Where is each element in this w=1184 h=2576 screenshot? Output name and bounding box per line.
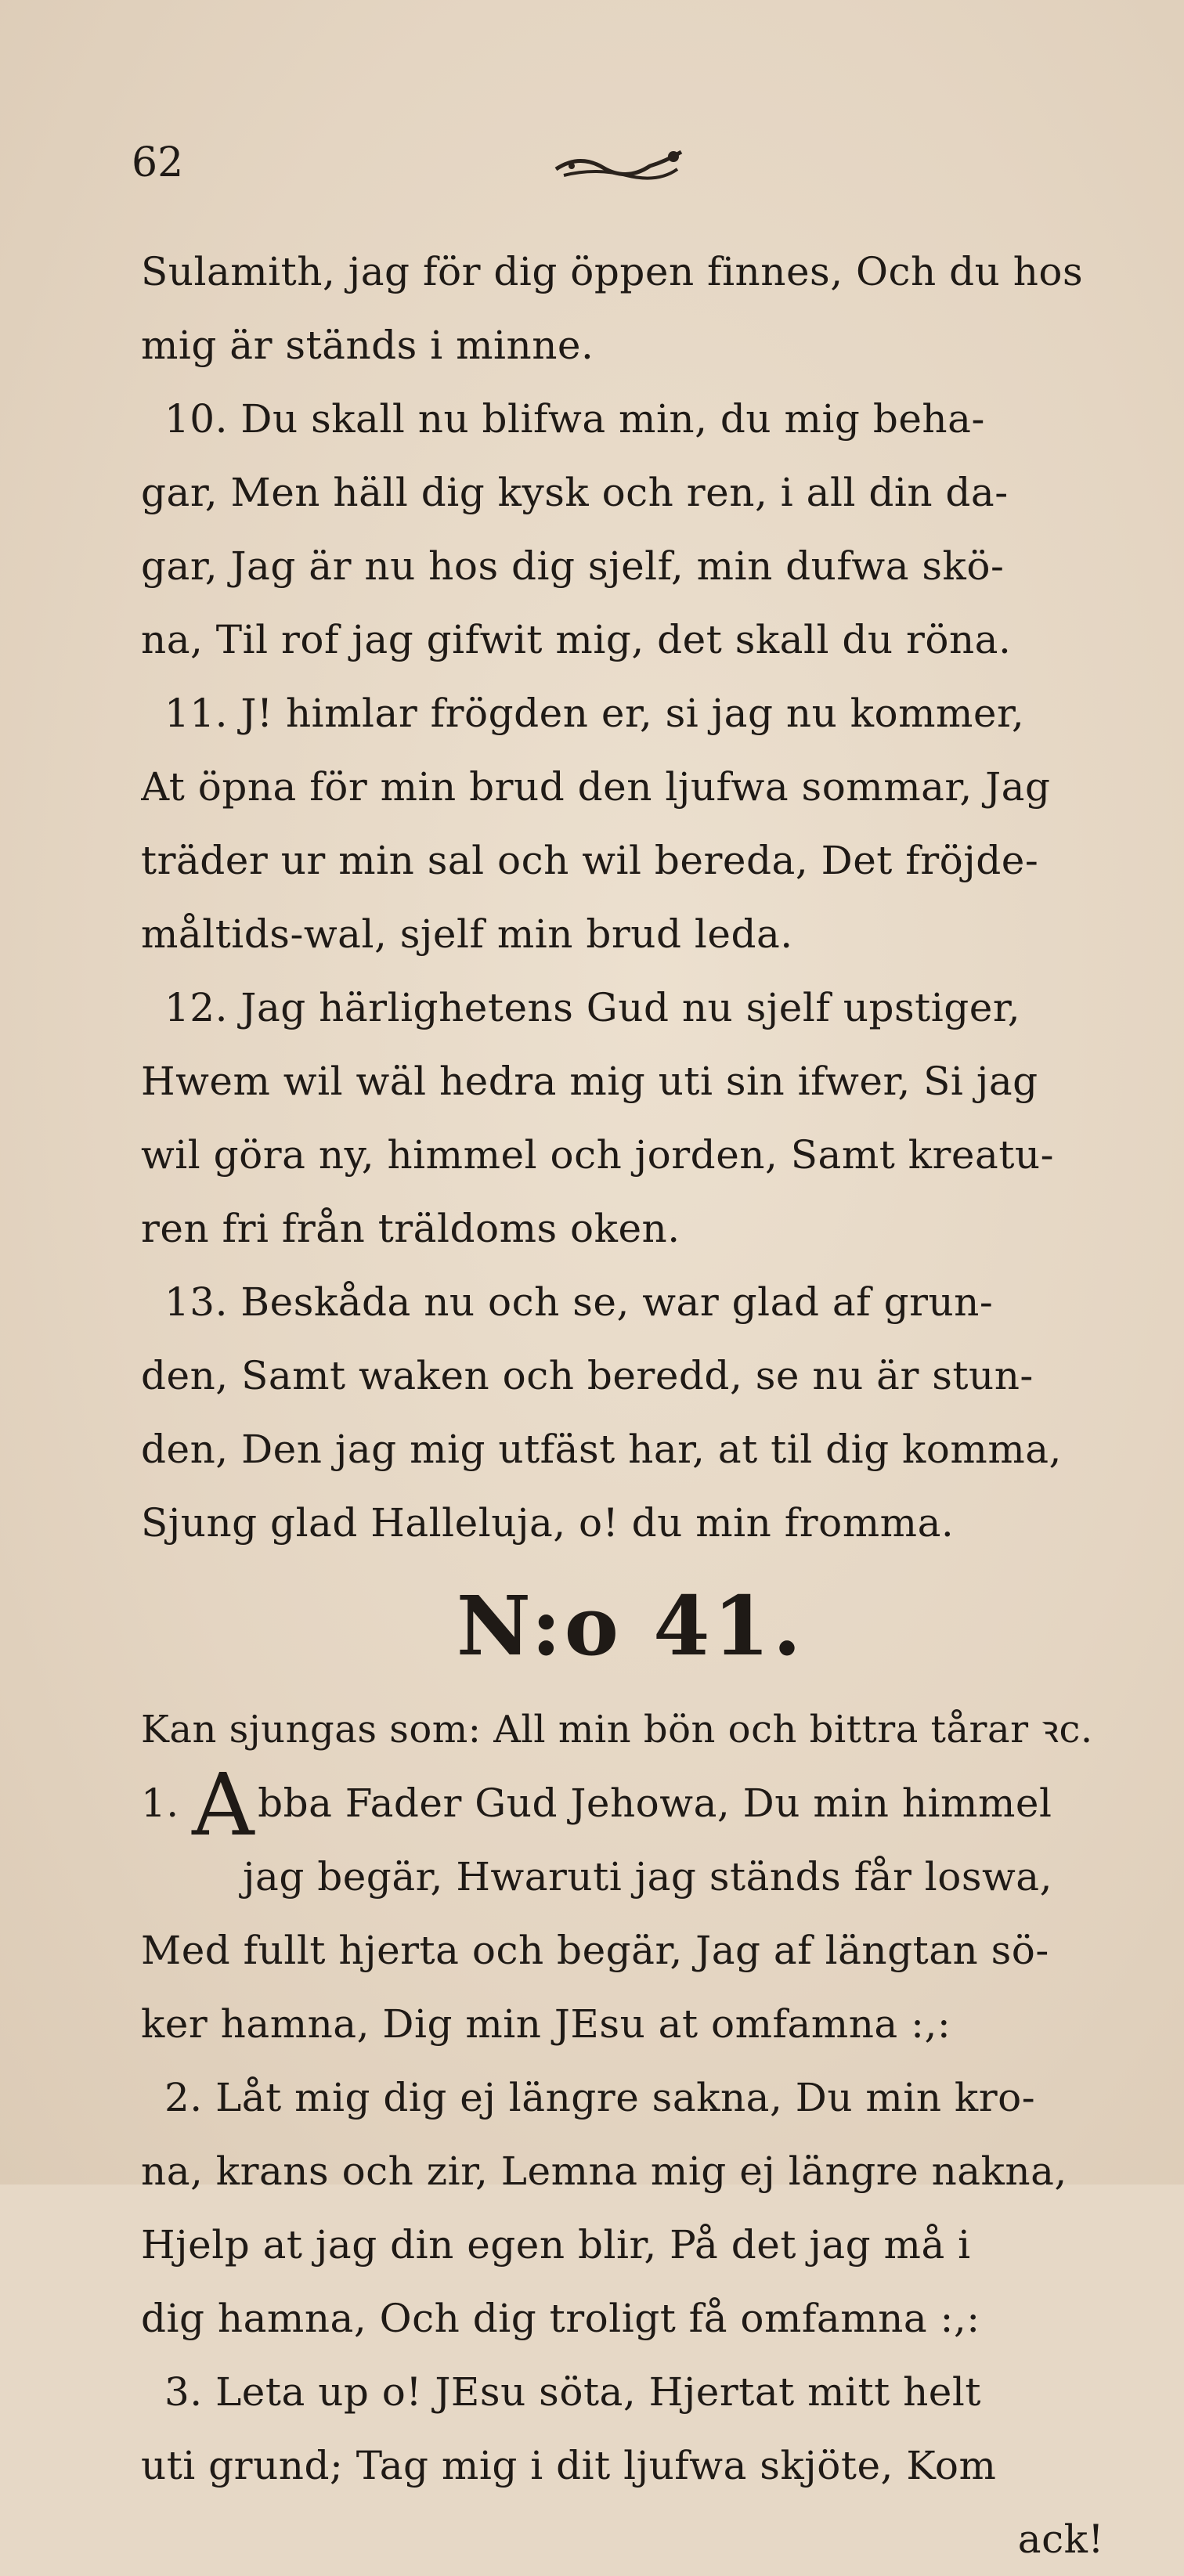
text-line: 11. J! himlar frögden er, si jag nu kommer, bbox=[164, 691, 1025, 736]
text-line: den, Samt waken och beredd, se nu är stun- bbox=[141, 1353, 1034, 1398]
text-line: jag begär, Hwaruti jag ständs får loswa, bbox=[243, 1854, 1053, 1900]
text-line: wil göra ny, himmel och jorden, Samt kreatu- bbox=[141, 1132, 1055, 1178]
text-line: 10. Du skall nu blifwa min, du mig beha- bbox=[164, 396, 985, 442]
verse-first-text: bba Fader Gud Jehowa, Du min himmel bbox=[258, 1780, 1052, 1826]
hymn-number-heading: N:o 41. bbox=[456, 1578, 805, 1674]
text-line: mig är ständs i minne. bbox=[141, 323, 594, 368]
text-line: 13. Beskåda nu och se, war glad af grun- bbox=[164, 1279, 994, 1325]
drop-capital: A bbox=[192, 1766, 255, 1840]
text-line: na, Til rof jag gifwit mig, det skall du röna. bbox=[141, 617, 1012, 662]
text-line-last: ack! bbox=[1017, 2516, 1104, 2562]
text-line: Sulamith, jag för dig öppen finnes, Och du hos bbox=[141, 249, 1084, 294]
text-line: At öpna för min brud den ljufwa sommar, Jag bbox=[141, 764, 1051, 810]
text-line: 12. Jag härlighetens Gud nu sjelf upstiger, bbox=[164, 985, 1021, 1030]
text-line: 3. Leta up o! JEsu söta, Hjertat mitt helt bbox=[164, 2369, 981, 2415]
text-line: måltids-wal, sjelf min brud leda. bbox=[141, 911, 793, 957]
text-line: gar, Jag är nu hos dig sjelf, min dufwa skö- bbox=[141, 543, 1005, 589]
text-line: den, Den jag mig utfäst har, at til dig komma, bbox=[141, 1427, 1062, 1472]
text-line: na, krans och zir, Lemna mig ej längre nakna, bbox=[141, 2148, 1067, 2194]
text-line: Hwem wil wäl hedra mig uti sin ifwer, Si jag bbox=[141, 1059, 1038, 1104]
verse-first-line bbox=[141, 1766, 1120, 1840]
text-line: Hjelp at jag din egen blir, På det jag må i bbox=[141, 2222, 971, 2268]
text-line: ren fri från träldoms oken. bbox=[141, 1206, 680, 1251]
text-line: gar, Men häll dig kysk och ren, i all din da- bbox=[141, 470, 1009, 515]
text-line: dig hamna, Och dig troligt få omfamna :,: bbox=[141, 2296, 980, 2341]
text-line: ker hamna, Dig min JEsu at omfamna :,: bbox=[141, 2001, 951, 2047]
text-line: Sjung glad Halleluja, o! du min fromma. bbox=[141, 1500, 955, 1546]
verse-number: 1. bbox=[141, 1780, 179, 1826]
text-line: 2. Låt mig dig ej längre sakna, Du min kro- bbox=[164, 2075, 1036, 2120]
text-line: uti grund; Tag mig i dit ljufwa skjöte, Kom bbox=[141, 2443, 997, 2488]
tune-indication: Kan sjungas som: All min bön och bittra tårar ꝛc. bbox=[141, 1708, 1093, 1752]
fleuron-ornament-icon bbox=[548, 146, 689, 185]
page-text bbox=[141, 235, 1120, 2576]
text-line: Med fullt hjerta och begär, Jag af längtan sö- bbox=[141, 1928, 1049, 1973]
text-line: träder ur min sal och wil bereda, Det fröjde- bbox=[141, 838, 1039, 883]
page-number: 62 bbox=[132, 139, 184, 186]
